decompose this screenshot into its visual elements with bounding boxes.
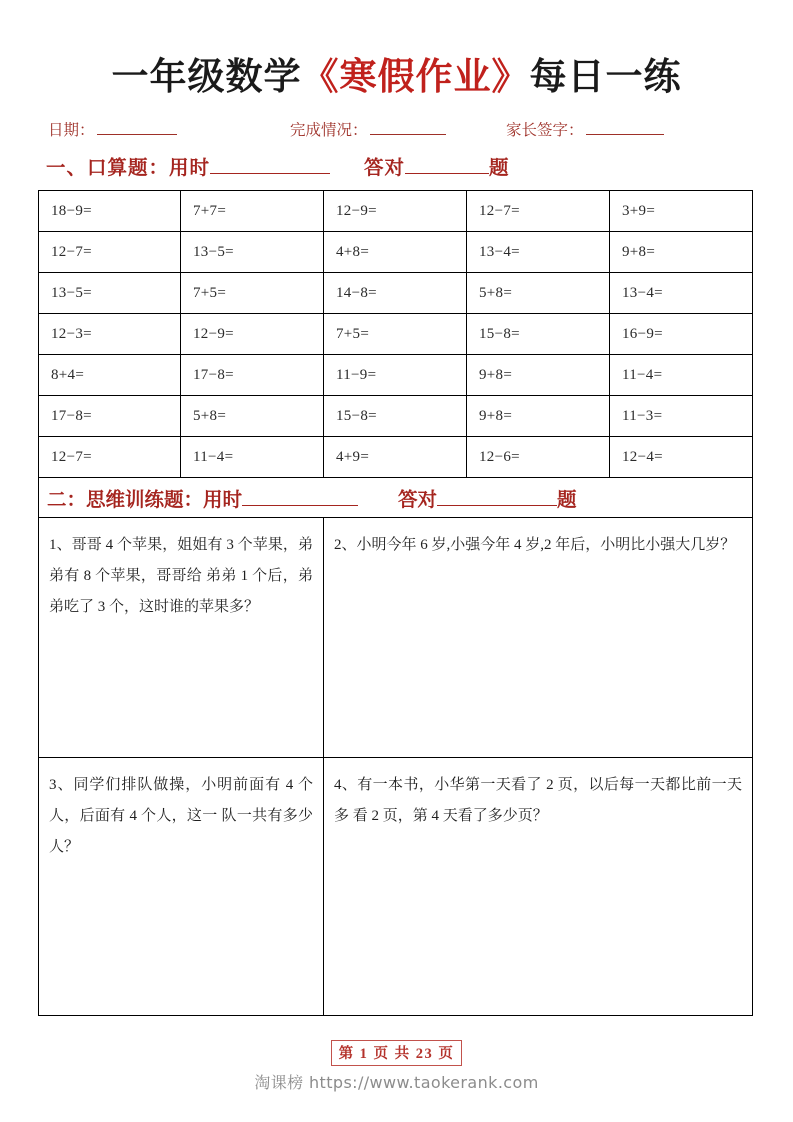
calc-row xyxy=(39,191,753,232)
calc-cell[interactable]: 5+8= xyxy=(181,396,324,437)
calc-row xyxy=(39,355,753,396)
calc-row xyxy=(39,314,753,355)
calc-cell[interactable]: 12−7= xyxy=(39,232,181,273)
calc-cell[interactable]: 11−4= xyxy=(610,355,753,396)
section-1-heading-tail: 题 xyxy=(489,158,510,179)
calc-cell[interactable]: 17−8= xyxy=(181,355,324,396)
calc-cell[interactable]: 3+9= xyxy=(610,191,753,232)
section-1-time-blank[interactable] xyxy=(210,157,330,174)
calc-cell[interactable]: 11−3= xyxy=(610,396,753,437)
calc-cell[interactable]: 12−7= xyxy=(467,191,610,232)
calc-cell[interactable]: 4+9= xyxy=(324,437,467,478)
table-body xyxy=(39,191,753,1016)
title-prefix: 一年级数学 xyxy=(111,57,302,98)
page-title xyxy=(0,46,793,100)
signature-blank[interactable] xyxy=(586,120,664,135)
section-2-heading-tail: 题 xyxy=(557,489,577,511)
calc-cell[interactable]: 15−8= xyxy=(467,314,610,355)
signature-field[interactable] xyxy=(506,118,664,140)
section-2-heading-row xyxy=(39,478,753,518)
calc-cell[interactable]: 13−4= xyxy=(610,273,753,314)
signature-label: 家长签字： xyxy=(506,122,584,139)
section-2-time-blank[interactable] xyxy=(242,489,358,506)
calc-cell[interactable]: 4+8= xyxy=(324,232,467,273)
worksheet-table xyxy=(38,190,753,1016)
calc-cell[interactable]: 5+8= xyxy=(467,273,610,314)
word-problem-3[interactable]: 3、同学们排队做操，小明前面有 4 个人，后面有 4 个人，这一 队一共有多少人？ xyxy=(39,758,324,1016)
calc-cell[interactable]: 12−9= xyxy=(181,314,324,355)
calc-cell[interactable]: 12−7= xyxy=(39,437,181,478)
calc-cell[interactable]: 9+8= xyxy=(467,355,610,396)
section-2-heading-mid: 答对 xyxy=(398,489,438,511)
calc-cell[interactable]: 13−5= xyxy=(181,232,324,273)
date-field[interactable] xyxy=(48,118,177,140)
section-1-heading xyxy=(46,152,746,182)
section-1-correct-blank[interactable] xyxy=(405,157,489,174)
date-label: 日期： xyxy=(48,122,95,139)
calc-row xyxy=(39,396,753,437)
calc-cell[interactable]: 17−8= xyxy=(39,396,181,437)
calc-cell[interactable]: 11−4= xyxy=(181,437,324,478)
section-2-heading xyxy=(39,478,753,518)
calc-cell[interactable]: 12−6= xyxy=(467,437,610,478)
calc-cell[interactable]: 13−4= xyxy=(467,232,610,273)
calc-row xyxy=(39,437,753,478)
calc-cell[interactable]: 12−4= xyxy=(610,437,753,478)
page-number-text: 第 1 页 共 23 页 xyxy=(331,1040,463,1066)
page-number xyxy=(0,1040,793,1066)
calc-cell[interactable]: 7+7= xyxy=(181,191,324,232)
completion-blank[interactable] xyxy=(370,120,446,135)
calc-cell[interactable]: 9+8= xyxy=(467,396,610,437)
calc-cell[interactable]: 13−5= xyxy=(39,273,181,314)
completion-field[interactable] xyxy=(290,118,446,140)
title-red-segment: 《寒假作业》 xyxy=(301,57,530,98)
calc-row xyxy=(39,232,753,273)
calc-cell[interactable]: 12−3= xyxy=(39,314,181,355)
word-problem-row xyxy=(39,518,753,758)
section-1-heading-lead: 一、口算题：用时 xyxy=(46,158,211,179)
word-problem-row xyxy=(39,758,753,1016)
title-suffix: 每日一练 xyxy=(529,57,682,98)
calc-cell[interactable]: 7+5= xyxy=(181,273,324,314)
calc-cell[interactable]: 14−8= xyxy=(324,273,467,314)
calc-cell[interactable]: 8+4= xyxy=(39,355,181,396)
calc-cell[interactable]: 11−9= xyxy=(324,355,467,396)
word-problem-4[interactable]: 4、有一本书，小华第一天看了 2 页，以后每一天都比前一天多 看 2 页，第 4 天看了多少页？ xyxy=(324,758,753,1016)
calc-cell[interactable]: 12−9= xyxy=(324,191,467,232)
section-2-correct-blank[interactable] xyxy=(437,489,557,506)
watermark: 淘课榜 https://www.taokerank.com xyxy=(254,1073,539,1092)
calc-cell[interactable]: 9+8= xyxy=(610,232,753,273)
completion-label: 完成情况： xyxy=(290,122,368,139)
info-line xyxy=(48,118,748,144)
word-problem-2[interactable]: 2、小明今年 6 岁,小强今年 4 岁,2 年后，小明比小强大几岁？ xyxy=(324,518,753,758)
calc-cell[interactable]: 18−9= xyxy=(39,191,181,232)
word-problem-1[interactable]: 1、哥哥 4 个苹果，姐姐有 3 个苹果，弟弟有 8 个苹果，哥哥给 弟弟 1 个后，弟弟吃了 3 个，这时谁的苹果多？ xyxy=(39,518,324,758)
calc-cell[interactable]: 7+5= xyxy=(324,314,467,355)
calc-cell[interactable]: 16−9= xyxy=(610,314,753,355)
calc-cell[interactable]: 15−8= xyxy=(324,396,467,437)
calc-row xyxy=(39,273,753,314)
section-2-heading-lead: 二：思维训练题：用时 xyxy=(47,489,243,511)
section-1-heading-mid: 答对 xyxy=(364,158,406,179)
date-blank[interactable] xyxy=(97,120,177,135)
